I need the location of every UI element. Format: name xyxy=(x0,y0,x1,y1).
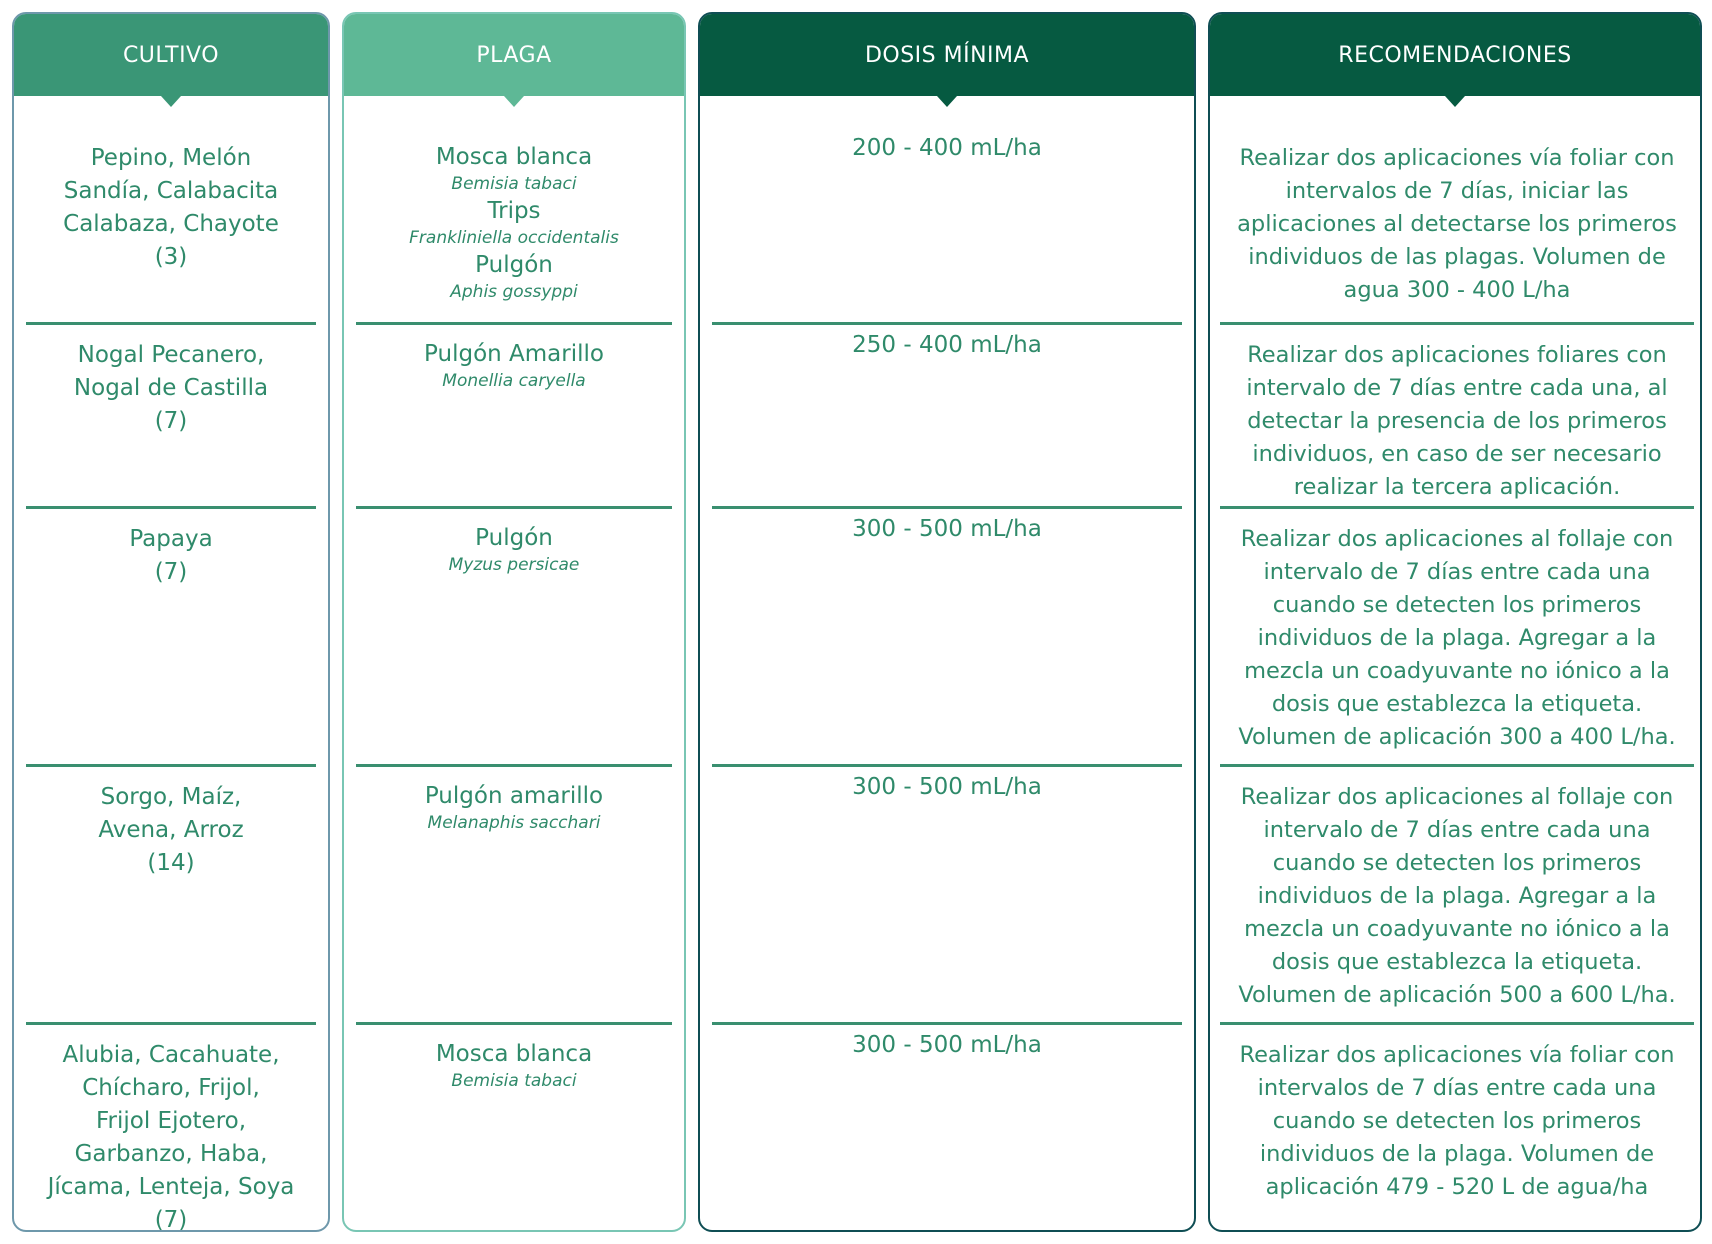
pest-common-name: Mosca blanca xyxy=(435,1041,593,1067)
cultivo-cell xyxy=(26,764,316,1024)
cultivo-line: Nogal Pecanero, xyxy=(77,342,265,368)
cultivo-line: Jícama, Lenteja, Soya xyxy=(47,1174,295,1200)
recomendacion-line: individuos de la plaga. Agregar a la xyxy=(1257,625,1657,651)
dosis-cell xyxy=(712,1022,1182,1232)
pest-common-name: Pulgón xyxy=(475,252,553,278)
recomendacion-line: Volumen de aplicación 300 a 400 L/ha. xyxy=(1238,724,1676,750)
header-pointer-icon xyxy=(504,96,524,107)
recomendacion-line: dosis que establezca la etiqueta. xyxy=(1271,691,1643,717)
recomendacion-line: intervalo de 7 días entre cada una, al xyxy=(1246,375,1668,401)
cultivo-line: Pepino, Melón xyxy=(90,145,252,171)
dosis-cell xyxy=(712,764,1182,1024)
header-pointer-icon xyxy=(937,96,957,107)
dosis-value: 300 - 500 mL/ha xyxy=(852,1032,1042,1058)
pest-scientific-name: Bemisia tabaci xyxy=(451,174,577,194)
cultivo-line: Nogal de Castilla xyxy=(73,375,269,401)
recomendaciones-cell xyxy=(1220,128,1694,324)
recomendacion-line: intervalos de 7 días, iniciar las xyxy=(1285,178,1629,204)
recomendacion-line: intervalo de 7 días entre cada una xyxy=(1263,817,1651,843)
header-pointer-icon xyxy=(1445,96,1465,107)
recomendacion-line: Realizar dos aplicaciones vía foliar con xyxy=(1239,145,1675,171)
pest-common-name: Pulgón xyxy=(475,525,553,551)
recomendaciones-cell xyxy=(1220,322,1694,508)
header-plaga xyxy=(344,14,684,96)
recomendaciones-cell xyxy=(1220,1022,1694,1232)
cultivo-cell xyxy=(26,128,316,324)
pest-scientific-name: Monellia caryella xyxy=(442,371,586,391)
pest-common-name: Mosca blanca xyxy=(435,144,593,170)
recomendacion-line: aplicación 479 - 520 L de agua/ha xyxy=(1265,1174,1649,1200)
cultivo-line: (7) xyxy=(154,559,188,585)
column-plaga xyxy=(342,12,686,1232)
pest-scientific-name: Bemisia tabaci xyxy=(451,1071,577,1091)
cultivo-line: Alubia, Cacahuate, xyxy=(62,1042,280,1068)
header-recomendaciones xyxy=(1210,14,1700,96)
header-pointer-icon xyxy=(161,96,181,107)
recomendacion-line: individuos de las plagas. Volumen de xyxy=(1248,244,1666,270)
recomendacion-line: cuando se detecten los primeros xyxy=(1272,850,1642,876)
pest-common-name: Pulgón amarillo xyxy=(424,783,604,809)
header-cultivo-label: CULTIVO xyxy=(122,42,220,68)
recomendacion-line: mezcla un coadyuvante no iónico a la xyxy=(1244,658,1670,684)
cultivo-line: Calabaza, Chayote xyxy=(63,211,279,237)
dosis-cell xyxy=(712,506,1182,766)
pest-common-name: Pulgón Amarillo xyxy=(424,341,604,367)
cultivo-line: Chícharo, Frijol, xyxy=(82,1075,260,1101)
recomendacion-line: Realizar dos aplicaciones foliares con xyxy=(1247,342,1667,368)
dosis-cell xyxy=(712,322,1182,508)
header-dosis xyxy=(700,14,1194,96)
cultivo-line: (14) xyxy=(147,850,195,876)
cultivo-line: Frijol Ejotero, xyxy=(95,1108,247,1134)
pest-scientific-name: Aphis gossyppi xyxy=(450,282,578,302)
recomendacion-line: agua 300 - 400 L/ha xyxy=(1343,277,1571,303)
cultivo-line: (7) xyxy=(154,408,188,434)
dosis-value: 300 - 500 mL/ha xyxy=(852,774,1042,800)
cultivo-line: Papaya xyxy=(129,526,213,552)
pest-common-name: Trips xyxy=(487,198,541,224)
plaga-cell xyxy=(356,506,672,766)
cultivo-cell xyxy=(26,1022,316,1232)
recomendacion-line: individuos de la plaga. Agregar a la xyxy=(1257,883,1657,909)
pest-scientific-name: Frankliniella occidentalis xyxy=(409,228,619,248)
pest-scientific-name: Melanaphis sacchari xyxy=(427,813,601,833)
recomendacion-line: cuando se detecten los primeros xyxy=(1272,592,1642,618)
plaga-cell xyxy=(356,128,672,324)
recomendacion-line: dosis que establezca la etiqueta. xyxy=(1271,949,1643,975)
cultivo-cell xyxy=(26,506,316,766)
recomendacion-line: mezcla un coadyuvante no iónico a la xyxy=(1244,916,1670,942)
column-recomendaciones xyxy=(1208,12,1702,1232)
cultivo-line: Sorgo, Maíz, xyxy=(100,784,242,810)
cultivo-line: Garbanzo, Haba, xyxy=(74,1141,268,1167)
recomendacion-line: Realizar dos aplicaciones al follaje con xyxy=(1240,784,1674,810)
recomendacion-line: Realizar dos aplicaciones al follaje con xyxy=(1240,526,1674,552)
header-recomendaciones-label: RECOMENDACIONES xyxy=(1338,42,1572,68)
recomendacion-line: Volumen de aplicación 500 a 600 L/ha. xyxy=(1238,982,1676,1008)
recomendacion-line: Realizar dos aplicaciones vía foliar con xyxy=(1239,1042,1675,1068)
header-cultivo xyxy=(14,14,328,96)
recomendacion-line: intervalo de 7 días entre cada una xyxy=(1263,559,1651,585)
recomendacion-line: realizar la tercera aplicación. xyxy=(1293,474,1621,500)
header-plaga-label: PLAGA xyxy=(476,42,552,68)
dosis-value: 200 - 400 mL/ha xyxy=(852,135,1042,161)
cultivo-line: (7) xyxy=(154,1207,188,1232)
recomendacion-line: individuos de la plaga. Volumen de xyxy=(1259,1141,1655,1167)
recomendaciones-cell xyxy=(1220,506,1694,766)
cultivo-line: Sandía, Calabacita xyxy=(63,178,279,204)
dosis-value: 300 - 500 mL/ha xyxy=(852,516,1042,542)
recomendacion-line: aplicaciones al detectarse los primeros xyxy=(1237,211,1677,237)
plaga-cell xyxy=(356,1022,672,1232)
pest-scientific-name: Myzus persicae xyxy=(448,555,580,575)
column-dosis xyxy=(698,12,1196,1232)
plaga-cell xyxy=(356,322,672,508)
dosis-cell xyxy=(712,128,1182,324)
cultivo-cell xyxy=(26,322,316,508)
recomendacion-line: individuos, en caso de ser necesario xyxy=(1252,441,1662,467)
recomendacion-line: cuando se detecten los primeros xyxy=(1272,1108,1642,1134)
recomendaciones-cell xyxy=(1220,764,1694,1024)
header-dosis-label: DOSIS MÍNIMA xyxy=(864,42,1030,68)
recomendacion-line: detectar la presencia de los primeros xyxy=(1247,408,1667,434)
dosis-value: 250 - 400 mL/ha xyxy=(852,332,1042,358)
cultivo-line: Avena, Arroz xyxy=(98,817,244,843)
recomendacion-line: intervalos de 7 días entre cada una xyxy=(1257,1075,1657,1101)
plaga-cell xyxy=(356,764,672,1024)
column-cultivo xyxy=(12,12,330,1232)
cultivo-line: (3) xyxy=(154,244,188,270)
